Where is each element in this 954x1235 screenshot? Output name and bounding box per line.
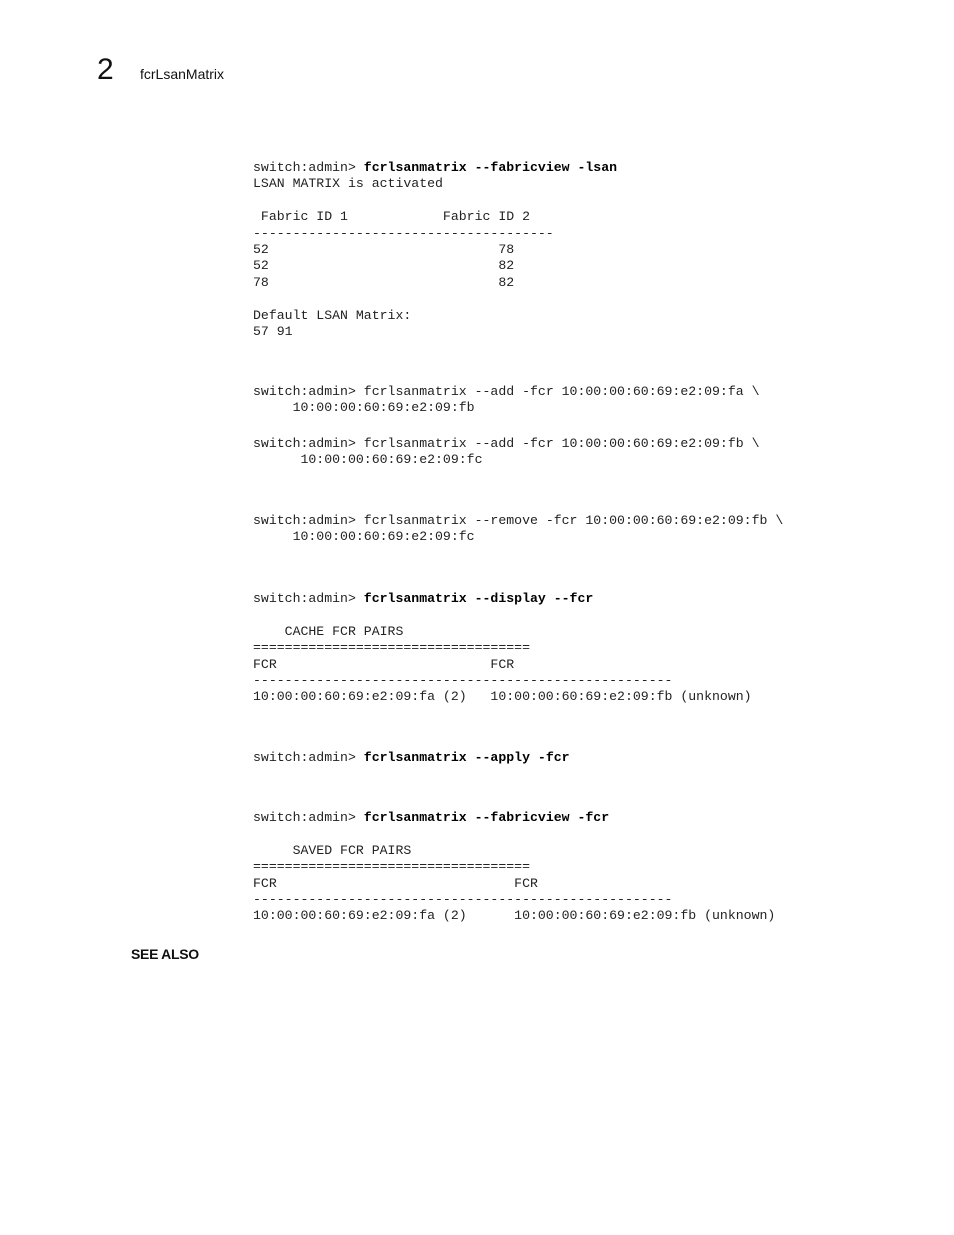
command-apply-fcr: fcrlsanmatrix --apply -fcr <box>363 750 570 765</box>
command-output: SAVED FCR PAIRS =================================== FCR FCR ----------------------------------------------------- 10:00:00:60:69:e2:09:fa (2) 10:00:00:60:69:e2:09:fb (unknown) <box>253 842 776 924</box>
prompt: switch:admin> <box>253 160 364 175</box>
prompt: switch:admin> <box>253 436 364 451</box>
prompt: switch:admin> <box>253 591 364 606</box>
example-display-fcr <box>253 591 752 706</box>
prompt: switch:admin> <box>253 384 364 399</box>
example-remove-fcr <box>253 513 783 546</box>
command-add-fcr-2: fcrlsanmatrix --add -fcr 10:00:00:60:69:e2:09:fb \ 10:00:00:60:69:e2:09:fc <box>300 436 760 468</box>
command-fabricview-fcr: fcrlsanmatrix --fabricview -fcr <box>363 810 610 825</box>
example-fabricview-lsan <box>253 160 617 340</box>
prompt: switch:admin> <box>253 750 364 765</box>
see-also-heading: SEE ALSO <box>131 946 199 962</box>
example-add-fcr-2 <box>253 436 760 469</box>
command-remove-fcr: fcrlsanmatrix --remove -fcr 10:00:00:60:69:e2:09:fb \ 10:00:00:60:69:e2:09:fc <box>292 513 784 545</box>
example-add-fcr-1 <box>253 384 760 417</box>
command-output: LSAN MATRIX is activated Fabric ID 1 Fabric ID 2 -------------------------------------- 52 78 52 82 78 82 Default LSAN Matrix: 57 91 <box>253 176 554 340</box>
command-add-fcr-1: fcrlsanmatrix --add -fcr 10:00:00:60:69:e2:09:fa \ 10:00:00:60:69:e2:09:fb <box>292 384 760 416</box>
chapter-number: 2 <box>97 53 114 86</box>
command-output: CACHE FCR PAIRS =================================== FCR FCR ----------------------------------------------------- 10:00:00:60:69:e2:09:fa (2) 10:00:00:60:69:e2:09:fb (unknown) <box>253 623 752 705</box>
command-fabricview-lsan: fcrlsanmatrix --fabricview -lsan <box>363 160 618 175</box>
prompt: switch:admin> <box>253 810 364 825</box>
example-fabricview-fcr <box>253 810 775 925</box>
example-apply-fcr <box>253 750 570 766</box>
prompt: switch:admin> <box>253 513 364 528</box>
command-display-fcr: fcrlsanmatrix --display --fcr <box>363 591 594 606</box>
running-title: fcrLsanMatrix <box>140 66 225 82</box>
